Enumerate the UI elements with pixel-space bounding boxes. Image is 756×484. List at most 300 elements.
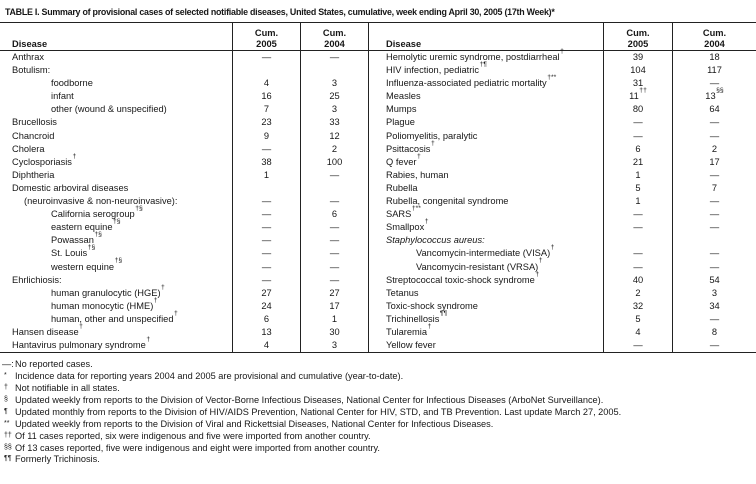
disease-label: foodborne xyxy=(51,78,93,89)
disease-cell: Powassan†§ xyxy=(51,231,102,246)
column-header-label: 2004 xyxy=(324,38,345,49)
footnote-text: Of 11 cases reported, six were indigenous and five were imported from another country. xyxy=(15,430,371,441)
count-value: — xyxy=(261,274,272,285)
cum-2005-cell xyxy=(603,130,672,143)
cum-2004-cell xyxy=(300,247,368,260)
count-value: 6 xyxy=(635,143,641,154)
count-value: — xyxy=(709,313,720,324)
cum-2004-cell xyxy=(300,287,368,300)
count-value: 2 xyxy=(711,143,718,154)
footnote xyxy=(0,395,756,407)
count-value: — xyxy=(261,222,272,233)
cum-2004-cell xyxy=(672,116,756,129)
disease-label: Tularemia xyxy=(386,326,427,337)
count-value: 6 xyxy=(263,313,270,324)
count-value: 1 xyxy=(263,169,270,180)
cum-2005-cell xyxy=(232,130,300,143)
count-value: 2 xyxy=(635,287,641,298)
disease-cell xyxy=(368,130,603,143)
disease-label: western equine xyxy=(51,261,115,272)
cum-2004-cell xyxy=(672,208,756,221)
disease-label: eastern equine xyxy=(51,222,113,233)
column-header-disease-left xyxy=(0,23,232,50)
count-value: 2 xyxy=(331,143,338,154)
cum-2004-cell xyxy=(672,261,756,274)
cum-2004-cell xyxy=(300,208,368,221)
cum-2005-cell xyxy=(603,261,672,274)
disease-label: Smallpox xyxy=(386,222,425,233)
cum-2005-cell xyxy=(603,156,672,169)
disease-label: Cyclosporiasis xyxy=(12,156,72,167)
cum-2004-cell xyxy=(300,64,368,77)
cum-2005-cell xyxy=(232,221,300,234)
cum-2005-cell xyxy=(232,103,300,116)
disease-label: Plague xyxy=(386,117,415,128)
footnote-marker: §§ xyxy=(4,443,12,451)
footnote-text: No reported cases. xyxy=(15,359,93,370)
disease-cell xyxy=(0,143,232,156)
count-value: 17 xyxy=(709,156,720,167)
cum-2005-cell xyxy=(232,247,300,260)
count-value: — xyxy=(329,235,340,246)
footnotes xyxy=(0,353,756,466)
count-value: 4 xyxy=(263,340,270,351)
disease-label: Vancomycin-intermediate (VISA) xyxy=(416,248,551,259)
cum-2005-cell xyxy=(603,287,672,300)
disease-cell xyxy=(0,182,232,195)
disease-cell xyxy=(368,234,603,247)
disease-cell: St. Louis†§ xyxy=(51,244,96,259)
cum-2005-cell xyxy=(232,326,300,339)
cum-2004-cell xyxy=(300,116,368,129)
disease-cell: Cyclosporiasis† xyxy=(12,152,77,167)
cum-2004-cell xyxy=(672,274,756,287)
cum-2004-cell xyxy=(300,300,368,313)
cum-2004-cell xyxy=(300,103,368,116)
disease-label: Cholera xyxy=(12,143,45,154)
disease-cell xyxy=(368,182,603,195)
footnote-text: Incidence data for reporting years 2004 and 2005 are provisional and cumulative (year-to-date). xyxy=(15,371,404,382)
column-header-disease-right xyxy=(368,23,603,50)
disease-label: infant xyxy=(51,91,74,102)
cum-2005-cell xyxy=(232,143,300,156)
disease-cell: Trichinellosis¶¶ xyxy=(368,313,603,326)
disease-cell xyxy=(0,64,232,77)
cum-2005-cell xyxy=(603,274,672,287)
cum-2005-cell xyxy=(232,300,300,313)
cum-2005-cell: 11†† xyxy=(603,90,672,103)
disease-label: Anthrax xyxy=(12,52,45,62)
disease-cell: SARS†** xyxy=(368,208,603,221)
count-value: — xyxy=(633,261,643,272)
disease-label: Hantavirus pulmonary syndrome xyxy=(12,340,146,351)
disease-cell xyxy=(0,90,232,103)
cum-2004-cell xyxy=(672,247,756,260)
disease-label: SARS xyxy=(386,209,412,220)
footnote-marker: * xyxy=(4,372,7,380)
count-value: — xyxy=(633,340,643,351)
footnote-text: Updated weekly from reports to the Division of Vector-Borne Infectious Diseases, National Center for Infectious Diseases (ArboNet Surveillance). xyxy=(15,394,604,405)
count-value: 7 xyxy=(711,182,718,193)
count-value: — xyxy=(633,222,643,233)
disease-cell: California serogroup†§ xyxy=(51,205,143,220)
table-body xyxy=(0,47,756,352)
disease-cell xyxy=(0,130,232,143)
cum-2004-cell xyxy=(672,221,756,234)
disease-label: Botulism: xyxy=(12,65,51,76)
count-value: 3 xyxy=(331,78,338,89)
disease-cell xyxy=(368,300,603,313)
cum-2005-cell xyxy=(232,77,300,90)
cum-2004-cell xyxy=(672,287,756,300)
count-value: — xyxy=(709,117,720,128)
cum-2005-cell xyxy=(603,234,672,247)
disease-label: human, other and unspecified xyxy=(51,313,174,324)
disease-cell xyxy=(0,51,232,64)
disease-label: Brucellosis xyxy=(12,117,57,128)
footnote xyxy=(0,454,756,466)
cum-2004-cell xyxy=(300,130,368,143)
disease-cell: Hantavirus pulmonary syndrome† xyxy=(12,335,151,351)
footnote-marker: †† xyxy=(4,431,12,439)
cum-2004-cell xyxy=(672,169,756,182)
cum-2005-cell xyxy=(603,339,672,352)
disease-label: Hemolytic uremic syndrome, postdiarrheal xyxy=(386,52,560,62)
disease-cell: human, other and unspecified† xyxy=(51,309,178,324)
column-header-label: Cum. xyxy=(322,28,347,38)
cum-2005-cell xyxy=(603,221,672,234)
cum-2005-cell xyxy=(603,300,672,313)
disease-label: Rabies, human xyxy=(386,169,449,180)
column-header-label: 2004 xyxy=(704,38,725,49)
cum-2005-cell xyxy=(232,156,300,169)
count-value: — xyxy=(633,130,643,141)
disease-label: Measles xyxy=(386,91,421,102)
cum-2004-cell xyxy=(672,51,756,64)
count-value: 80 xyxy=(632,104,644,115)
count-value: — xyxy=(329,52,340,62)
count-value: 1 xyxy=(331,313,338,324)
disease-cell: Smallpox† xyxy=(368,221,603,234)
footnote-text: Of 13 cases reported, five were indigenous and eight were imported from another country. xyxy=(15,442,380,453)
disease-label: human monocytic (HME) xyxy=(51,300,154,311)
disease-cell xyxy=(0,169,232,182)
count-value: — xyxy=(329,196,340,207)
disease-label: Tetanus xyxy=(386,287,419,298)
count-value: — xyxy=(633,248,643,259)
cum-2005-cell xyxy=(603,313,672,326)
count-value: 104 xyxy=(630,65,646,76)
disease-cell: Hansen disease† xyxy=(12,322,83,337)
count-value: 23 xyxy=(261,117,272,128)
cum-2004-cell xyxy=(672,156,756,169)
count-value: — xyxy=(261,235,272,246)
disease-cell xyxy=(368,90,603,103)
disease-label: St. Louis xyxy=(51,248,88,259)
disease-label: Toxic-shock syndrome xyxy=(386,300,478,311)
column-header-cum-2005-left xyxy=(232,23,300,50)
count-value: 27 xyxy=(261,287,272,298)
cum-2004-cell xyxy=(300,221,368,234)
footnote xyxy=(0,407,756,419)
count-value: 12 xyxy=(329,130,340,141)
disease-label: human granulocytic (HGE) xyxy=(51,287,161,298)
cum-2004-cell xyxy=(672,234,756,247)
footnote xyxy=(0,419,756,431)
cum-2005-cell xyxy=(232,287,300,300)
disease-label: Influenza-associated pediatric mortality xyxy=(386,78,547,89)
count-value: 11 xyxy=(629,91,639,102)
count-value: 18 xyxy=(709,52,720,62)
cum-2005-cell xyxy=(603,208,672,221)
cum-2005-cell xyxy=(603,195,672,208)
count-value: 4 xyxy=(263,78,270,89)
count-value: — xyxy=(633,209,643,220)
disease-cell xyxy=(0,116,232,129)
footnote-text: Updated monthly from reports to the Division of HIV/AIDS Prevention, National Center for HIV, STD, and TB Prevention. Last update March 27, 2005. xyxy=(15,406,622,417)
count-value: — xyxy=(709,248,720,259)
count-value: 8 xyxy=(711,326,718,337)
disease-cell: Psittacosis† xyxy=(368,143,603,156)
count-value: 39 xyxy=(632,52,644,62)
count-value: 38 xyxy=(261,156,272,167)
count-value: — xyxy=(329,169,340,180)
count-value: 24 xyxy=(261,300,272,311)
cum-2005-cell xyxy=(232,51,300,64)
disease-label: other (wound & unspecified) xyxy=(51,104,167,115)
cum-2005-cell xyxy=(603,51,672,64)
footnote-text: Formerly Trichinosis. xyxy=(15,454,100,465)
disease-cell xyxy=(368,103,603,116)
footnote-marker: † xyxy=(4,383,8,391)
count-value: — xyxy=(709,196,720,207)
count-value: — xyxy=(709,222,720,233)
count-value: 13 xyxy=(705,91,716,102)
count-value: 32 xyxy=(632,300,644,311)
count-value: 1 xyxy=(635,196,641,207)
count-value: 5 xyxy=(635,182,641,193)
footnote-text: Updated weekly from reports to the Division of Viral and Rickettsial Diseases, National Center for Infectious Diseases. xyxy=(15,418,494,429)
disease-label: Trichinellosis xyxy=(386,313,440,324)
cum-2004-cell xyxy=(300,182,368,195)
disease-cell: HIV infection, pediatric†¶ xyxy=(368,64,603,77)
disease-label: Poliomyelitis, paralytic xyxy=(386,130,478,141)
cum-2005-cell xyxy=(232,116,300,129)
column-header-label: Cum. xyxy=(254,28,279,38)
disease-cell: Streptococcal toxic-shock syndrome† xyxy=(368,274,603,287)
disease-label: Q fever xyxy=(386,156,417,167)
column-header-label: 2005 xyxy=(627,38,649,49)
disease-cell: Hemolytic uremic syndrome, postdiarrheal† xyxy=(368,51,603,64)
disease-cell: Tularemia† xyxy=(368,326,603,339)
cum-2004-cell xyxy=(300,90,368,103)
count-value: — xyxy=(709,209,720,220)
footnote-marker: ¶ xyxy=(4,407,8,415)
cum-2004-cell xyxy=(300,326,368,339)
count-value: — xyxy=(261,261,272,272)
count-value: 5 xyxy=(635,313,641,324)
disease-label: Powassan xyxy=(51,235,94,246)
table-header xyxy=(0,23,756,51)
footnote-marker: § xyxy=(4,395,8,403)
count-value: 34 xyxy=(709,300,720,311)
count-value: 40 xyxy=(632,274,644,285)
count-value: 54 xyxy=(709,274,720,285)
cum-2005-cell xyxy=(603,143,672,156)
cum-2005-cell xyxy=(232,208,300,221)
disease-cell xyxy=(368,116,603,129)
count-value: — xyxy=(329,274,340,285)
cum-2004-cell xyxy=(672,339,756,352)
count-value: 16 xyxy=(261,91,272,102)
count-value: 30 xyxy=(329,326,340,337)
disease-cell: human monocytic (HME)† xyxy=(51,296,158,311)
cum-2004-cell xyxy=(672,77,756,90)
cum-2005-cell xyxy=(603,247,672,260)
count-value: — xyxy=(709,169,720,180)
cum-2004-cell xyxy=(300,156,368,169)
cum-2005-cell xyxy=(603,169,672,182)
footnote-marker: ¶¶ xyxy=(4,455,12,463)
count-value: — xyxy=(261,143,272,154)
cum-2005-cell xyxy=(232,182,300,195)
count-value: — xyxy=(261,248,272,259)
cum-2004-cell xyxy=(672,326,756,339)
disease-label: Diphtheria xyxy=(12,169,55,180)
count-value: 33 xyxy=(329,117,340,128)
column-header-cum-2005-right xyxy=(603,23,672,50)
cum-2005-cell xyxy=(232,313,300,326)
column-header-cum-2004-right xyxy=(672,23,756,50)
disease-label: Streptococcal toxic-shock syndrome xyxy=(386,274,535,285)
cum-2005-cell xyxy=(232,90,300,103)
disease-cell xyxy=(368,169,603,182)
cum-2004-cell xyxy=(300,169,368,182)
disease-label: Yellow fever xyxy=(386,340,436,351)
cum-2004-cell xyxy=(300,313,368,326)
disease-label: Vancomycin-resistant (VRSA) xyxy=(416,261,539,272)
count-value: 6 xyxy=(331,209,338,220)
column-header-label: Cum. xyxy=(626,28,650,38)
disease-label: Hansen disease xyxy=(12,326,79,337)
disease-cell xyxy=(368,339,603,352)
count-value: — xyxy=(709,130,720,141)
cum-2005-cell xyxy=(603,116,672,129)
count-value: — xyxy=(261,209,272,220)
footnote-text: Not notifiable in all states. xyxy=(15,382,120,393)
cum-2004-cell xyxy=(300,195,368,208)
footnote-marker: ** xyxy=(4,419,10,427)
disease-cell: human granulocytic (HGE)† xyxy=(51,283,165,298)
count-value: — xyxy=(261,196,272,207)
cum-2005-cell xyxy=(232,64,300,77)
cum-2004-cell xyxy=(672,313,756,326)
count-value: 21 xyxy=(632,156,644,167)
cum-2004-cell xyxy=(672,195,756,208)
disease-cell xyxy=(0,195,232,208)
disease-cell xyxy=(368,195,603,208)
count-value: — xyxy=(633,117,643,128)
count-value: 64 xyxy=(709,104,720,115)
count-value: 117 xyxy=(707,65,722,76)
disease-cell: Q fever† xyxy=(368,156,603,169)
cum-2005-cell xyxy=(232,339,300,352)
count-value: 7 xyxy=(263,104,270,115)
disease-label: HIV infection, pediatric xyxy=(386,65,480,76)
column-header-label: 2005 xyxy=(256,38,277,49)
cum-2004-cell xyxy=(672,182,756,195)
cum-2005-cell xyxy=(603,77,672,90)
disease-cell: eastern equine†§ xyxy=(51,218,121,233)
disease-label: (neuroinvasive & non-neuroinvasive): xyxy=(24,196,178,207)
footnote xyxy=(0,431,756,443)
disease-label: Staphylococcus aureus: xyxy=(386,235,485,246)
cum-2004-cell xyxy=(300,234,368,247)
cum-2004-cell xyxy=(300,261,368,274)
cum-2005-cell xyxy=(232,169,300,182)
count-value: 17 xyxy=(329,300,340,311)
cum-2004-cell xyxy=(300,77,368,90)
disease-label: Chancroid xyxy=(12,130,55,141)
count-value: 9 xyxy=(263,130,270,141)
disease-cell xyxy=(0,274,232,287)
cum-2004-cell xyxy=(300,339,368,352)
footnote xyxy=(0,443,756,455)
column-header-label: Disease xyxy=(386,39,422,49)
cum-2004-cell xyxy=(300,143,368,156)
footnote xyxy=(0,371,756,383)
cum-2004-cell: 13§§ xyxy=(672,90,756,103)
disease-label: Mumps xyxy=(386,104,417,115)
cum-2005-cell xyxy=(603,326,672,339)
cum-2005-cell xyxy=(603,103,672,116)
count-value: — xyxy=(329,261,340,272)
notifiable-diseases-table xyxy=(0,22,756,353)
footnote xyxy=(0,359,756,371)
count-value: 25 xyxy=(329,91,340,102)
disease-label: California serogroup xyxy=(51,209,135,220)
cum-2005-cell xyxy=(232,234,300,247)
disease-label: Domestic arboviral diseases xyxy=(12,182,129,193)
disease-cell xyxy=(368,287,603,300)
disease-cell xyxy=(0,103,232,116)
cum-2004-cell xyxy=(300,274,368,287)
disease-cell: Vancomycin-resistant (VRSA)† xyxy=(368,261,603,274)
count-value: 27 xyxy=(329,287,340,298)
disease-label: Rubella xyxy=(386,182,418,193)
count-value: — xyxy=(329,248,340,259)
column-header-cum-2004-left xyxy=(300,23,368,50)
cum-2004-cell xyxy=(672,103,756,116)
count-value: 13 xyxy=(261,326,272,337)
disease-label: Rubella, congenital syndrome xyxy=(386,196,509,207)
cum-2004-cell xyxy=(672,143,756,156)
count-value: 3 xyxy=(711,287,718,298)
disease-cell: Vancomycin-intermediate (VISA)† xyxy=(368,247,603,260)
disease-label: Psittacosis xyxy=(386,143,431,154)
footnote xyxy=(0,383,756,395)
cum-2004-cell xyxy=(672,64,756,77)
count-value: 1 xyxy=(635,169,641,180)
cum-2004-cell xyxy=(672,300,756,313)
count-value: — xyxy=(329,222,340,233)
disease-cell xyxy=(0,77,232,90)
disease-cell: western equine†§ xyxy=(51,257,123,272)
cum-2005-cell xyxy=(232,195,300,208)
count-value: — xyxy=(261,52,272,62)
count-value: 100 xyxy=(326,156,343,167)
count-value: 4 xyxy=(635,326,641,337)
